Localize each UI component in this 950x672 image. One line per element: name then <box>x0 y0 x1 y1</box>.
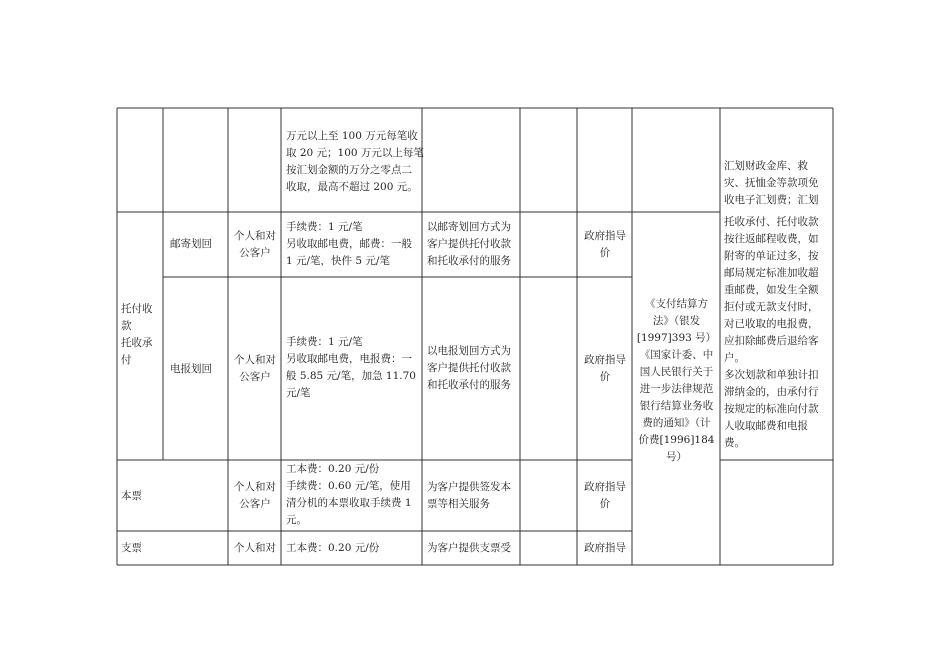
service-line: 为客户提供签发本 <box>427 481 511 493</box>
benpiao-service-cell <box>427 479 519 513</box>
client-line: 个人和对 <box>234 542 276 554</box>
note-line: 收电子汇划费；汇划 <box>724 194 819 206</box>
pricing-line: 政府指导 <box>584 230 626 242</box>
pricing-line: 政府指导 <box>584 354 626 366</box>
fee-line: 工本费：0.20 元/份 <box>286 542 380 554</box>
note-line: 汇划财政金库、救 <box>724 160 808 172</box>
benpiao-client-cell <box>229 479 281 513</box>
basis-line: 进一步法律规范 <box>639 383 714 395</box>
zhipiao-fee-cell <box>286 540 420 557</box>
fee-line: 清分机的本票收取手续费 1 <box>286 497 412 509</box>
note-line: 灾、抚恤金等款项免 <box>724 177 819 189</box>
service-line: 以电报划回方式为 <box>427 345 511 357</box>
telegraph-fee-cell <box>286 334 420 402</box>
note-line: 人收取邮费和电报 <box>724 420 808 432</box>
benpiao-fee-cell <box>286 461 420 529</box>
client-line: 公客户 <box>239 498 271 510</box>
service-line: 和托收承付的服务 <box>427 379 511 391</box>
fee-line: 工本费：0.20 元/份 <box>286 463 380 475</box>
note-line: 按规定的标准向付款 <box>724 403 819 415</box>
pricing-line: 价 <box>599 247 611 259</box>
fee-line: 万元以上至 100 万元每笔收 <box>286 130 418 142</box>
basis-line: 法》（银发 <box>652 315 701 327</box>
category-line: 付 <box>121 354 132 366</box>
zhipiao-service-cell <box>427 540 519 557</box>
service-line: 客户提供托付收款 <box>427 362 511 374</box>
tuofu-note-cell <box>724 214 832 452</box>
category-line: 款 <box>121 320 132 332</box>
continuation-fee-cell <box>286 128 424 196</box>
zhipiao-pricing-cell <box>578 540 632 557</box>
benpiao-category-cell <box>121 488 161 505</box>
pricing-line: 价 <box>599 498 611 510</box>
telegraph-client-cell <box>229 352 281 386</box>
mail-service-cell <box>427 219 519 270</box>
pricing-line: 价 <box>599 371 611 383</box>
pricing-line: 政府指导 <box>584 542 626 554</box>
mail-client-cell <box>229 228 281 262</box>
basis-line: 《国家计委、中 <box>639 349 714 361</box>
service-line: 和托收承付的服务 <box>427 255 511 267</box>
fee-line: 取 20 元；100 万元以上每笔 <box>286 147 424 159</box>
fee-line: 收取，最高不超过 200 元。 <box>286 181 418 193</box>
note-line: 多次划款和单独计扣 <box>724 369 819 381</box>
basis-line: 银行结算业务收 <box>639 400 714 412</box>
note-line: 按往返邮程收费，如 <box>724 233 819 245</box>
client-line: 个人和对 <box>234 230 276 242</box>
note-line: 附寄的单证过多，按 <box>724 250 819 262</box>
basis-line: 价费[1996]184 <box>638 434 715 446</box>
method-label: 电报划回 <box>170 363 212 375</box>
service-line: 客户提供托付收款 <box>427 238 511 250</box>
telegraph-method-cell <box>170 361 226 378</box>
fee-line: 般 5.85 元/笔，加急 11.70 <box>286 370 416 382</box>
service-line: 以邮寄划回方式为 <box>427 221 511 233</box>
note-line: 应扣除邮费后退给客 <box>724 335 819 347</box>
basis-line: [1997]393 号） <box>636 332 717 344</box>
note-line: 费。 <box>724 437 745 449</box>
basis-line: 号） <box>666 451 687 463</box>
fee-line: 按汇划金额的万分之零点二 <box>286 164 412 176</box>
fee-line: 另收取邮电费，电报费：一 <box>286 353 412 365</box>
basis-line: 费的通知》（计 <box>642 417 711 429</box>
basis-line: 《支付结算方 <box>645 298 708 310</box>
service-line: 为客户提供支票受 <box>427 542 511 554</box>
fee-line: 另收取邮电费，邮费：一般 <box>286 238 412 250</box>
category-line: 托付收 <box>121 303 153 315</box>
category-line: 托收承 <box>121 337 153 349</box>
note-line: 重邮费，如发生全额 <box>724 284 819 296</box>
note-line: 对已收取的电报费， <box>724 318 819 330</box>
note-line: 邮局规定标准加收超 <box>724 267 819 279</box>
note-line: 滞纳金的，由承付行 <box>724 386 819 398</box>
client-line: 公客户 <box>239 247 271 259</box>
service-line: 票等相关服务 <box>427 498 490 510</box>
fee-line: 手续费：0.60 元/笔，使用 <box>286 480 411 492</box>
note-line: 拒付或无款支付时， <box>724 301 819 313</box>
basis-cell <box>633 296 720 466</box>
method-label: 邮寄划回 <box>170 238 212 250</box>
note-line: 托收承付、托付收款 <box>724 216 819 228</box>
client-line: 个人和对 <box>234 354 276 366</box>
zhipiao-category-cell <box>121 540 161 557</box>
fee-line: 手续费：1 元/笔 <box>286 336 363 348</box>
basis-line: 国人民银行关于 <box>639 366 714 378</box>
fee-line: 元。 <box>286 514 307 526</box>
category-label: 本票 <box>121 490 142 502</box>
fee-line: 元/笔 <box>286 387 311 399</box>
category-label: 支票 <box>121 542 142 554</box>
telegraph-pricing-cell <box>578 352 632 386</box>
benpiao-pricing-cell <box>578 479 632 513</box>
fee-line: 手续费：1 元/笔 <box>286 221 363 233</box>
note-line: 户。 <box>724 352 745 364</box>
mail-pricing-cell <box>578 228 632 262</box>
continuation-note-cell <box>724 158 832 209</box>
mail-method-cell <box>170 236 226 253</box>
client-line: 个人和对 <box>234 481 276 493</box>
zhipiao-client-cell <box>229 540 281 557</box>
tuofu-category-cell <box>121 301 161 369</box>
mail-fee-cell <box>286 219 420 270</box>
pricing-line: 政府指导 <box>584 481 626 493</box>
telegraph-service-cell <box>427 343 519 394</box>
fee-line: 1 元/笔，快件 5 元/笔 <box>286 255 390 267</box>
client-line: 公客户 <box>239 371 271 383</box>
